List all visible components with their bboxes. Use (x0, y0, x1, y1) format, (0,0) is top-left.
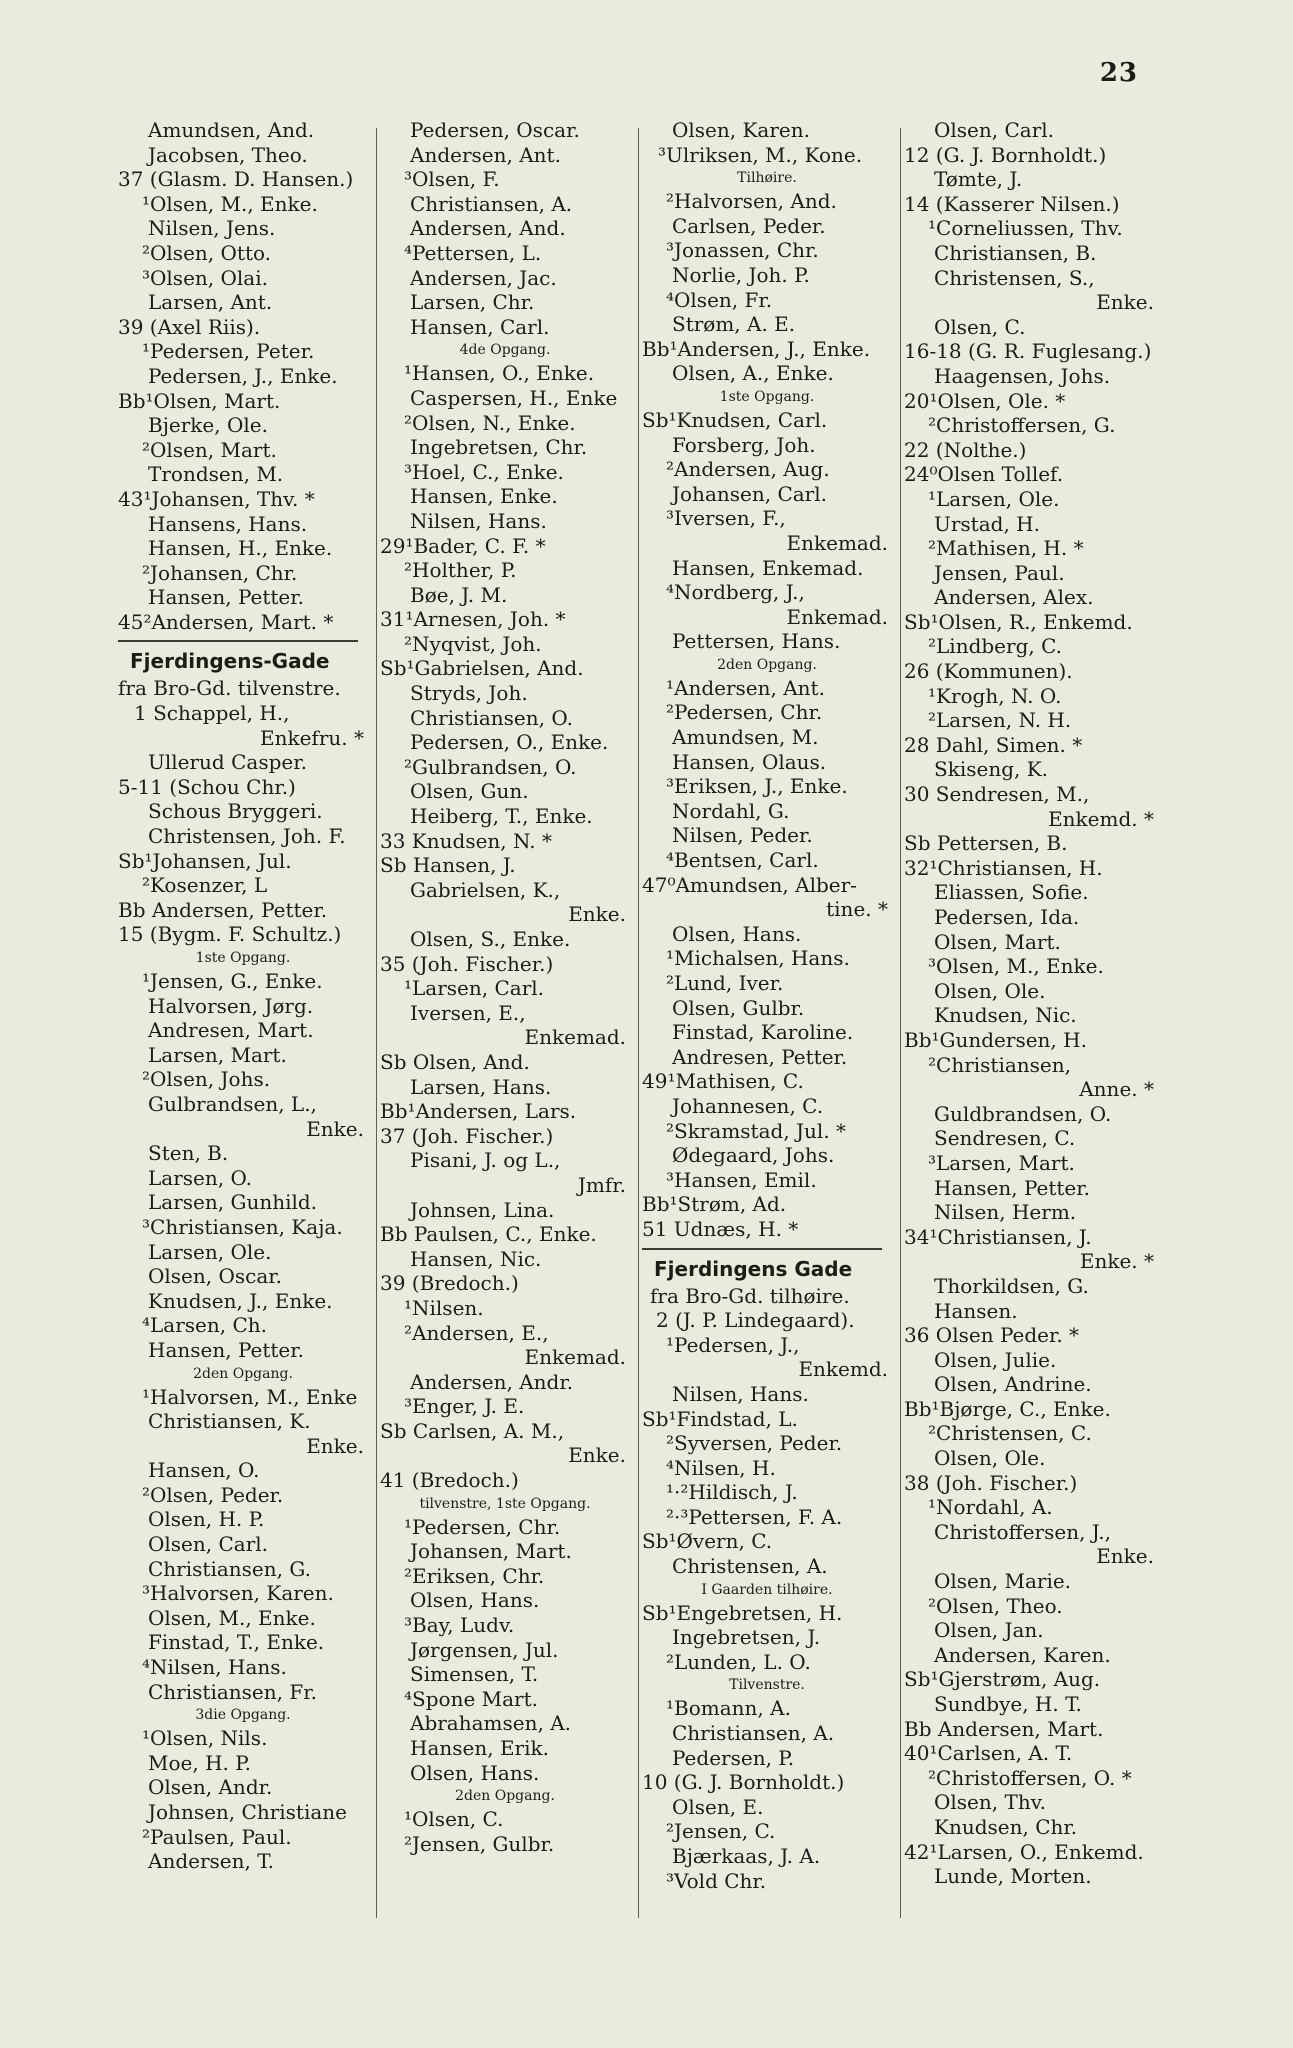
directory-columns (118, 118, 1158, 1938)
directory-entry: ²Halvorsen, And. (666, 189, 837, 214)
directory-entry: ²Pedersen, Chr. (666, 700, 823, 725)
directory-entry: Enkemad. (524, 1345, 626, 1370)
directory-entry: 37 (Joh. Fischer.) (380, 1123, 554, 1148)
directory-entry: Olsen, Carl. (934, 118, 1055, 142)
directory-entry: Enkemad. (524, 1025, 626, 1050)
directory-entry: Nilsen, Herm. (934, 1200, 1077, 1225)
directory-entry: ²Syversen, Peder. (666, 1431, 843, 1456)
directory-entry: ²Olsen, Theo. (928, 1593, 1063, 1618)
page-number: 23 (1099, 58, 1138, 88)
directory-entry: ³Vold Chr. (666, 1868, 767, 1893)
directory-entry: Carlsen, Peder. (672, 213, 826, 238)
directory-entry: ²Andersen, E., (404, 1320, 549, 1345)
directory-entry: ³Christiansen, Kaja. (142, 1214, 343, 1239)
directory-entry: Sb¹Olsen, R., Enkemd. (904, 609, 1133, 634)
directory-entry: Christiansen, B. (934, 240, 1097, 265)
directory-entry: Sundbye, H. T. (934, 1692, 1082, 1716)
directory-entry: Olsen, M., Enke. (148, 1605, 316, 1630)
directory-entry: Sendresen, C. (934, 1126, 1076, 1151)
directory-entry: Bb¹Bjørge, C., Enke. (904, 1396, 1111, 1421)
directory-entry: 10 (G. J. Bornholdt.) (642, 1770, 845, 1795)
directory-entry: Nilsen, Jens. (148, 216, 276, 241)
directory-entry: ¹Pedersen, J., (666, 1332, 800, 1357)
column-2 (380, 118, 630, 1938)
directory-entry: Lunde, Morten. (934, 1864, 1092, 1889)
directory-entry: Hansen, Carl. (410, 314, 550, 339)
directory-entry: ⁴Spone Mart. (404, 1686, 538, 1711)
directory-entry: Olsen, Gulbr. (672, 995, 805, 1020)
directory-entry: Ingebretsen, Chr. (410, 435, 588, 460)
directory-entry: Olsen, Hans. (410, 1588, 540, 1613)
directory-entry: Norlie, Joh. P. (672, 262, 810, 287)
directory-entry: Haagensen, Johs. (934, 363, 1111, 388)
directory-entry: 5-11 (Schou Chr.) (118, 774, 296, 799)
directory-entry: ²Larsen, N. H. (928, 708, 1072, 733)
directory-entry: 29¹Bader, C. F. * (380, 533, 546, 558)
directory-entry: ³Eriksen, J., Enke. (666, 774, 848, 799)
stair-subheading: I Gaarden tilhøire. (701, 1581, 833, 1598)
directory-entry: Bb Andersen, Petter. (118, 897, 328, 922)
directory-entry: ²Skramstad, Jul. * (666, 1118, 847, 1143)
directory-entry: Hansen, Erik. (410, 1736, 549, 1760)
directory-entry: Forsberg, Joh. (672, 432, 816, 457)
stair-subheading: 4de Opgang. (459, 342, 551, 359)
directory-entry: Olsen, Oscar. (148, 1264, 282, 1289)
directory-entry: Christiansen, O. (410, 705, 573, 730)
directory-entry: Hansens, Hans. (148, 511, 308, 536)
directory-entry: Bb¹Andersen, J., Enke. (642, 336, 871, 361)
directory-entry: Olsen, C. (934, 314, 1026, 339)
directory-entry: ⁴Nilsen, H. (666, 1455, 776, 1480)
directory-entry: 20¹Olsen, Ole. * (904, 388, 1066, 413)
directory-entry: Moe, H. P. (148, 1750, 251, 1775)
directory-entry: Andersen, T. (148, 1849, 274, 1874)
directory-entry: Enkemd. * (1048, 806, 1154, 831)
directory-entry: Christiansen, G. (148, 1556, 311, 1581)
directory-entry: ³Olsen, Olai. (142, 265, 268, 290)
directory-entry: Simensen, T. (410, 1662, 539, 1687)
directory-entry: ¹Nordahl, A. (928, 1495, 1053, 1520)
directory-entry: Enke. (568, 1443, 626, 1468)
directory-entry: Olsen, S., Enke. (410, 927, 571, 951)
directory-entry: ¹Pedersen, Peter. (142, 339, 315, 364)
directory-entry: Olsen, A., Enke. (672, 361, 834, 386)
directory-entry: Knudsen, Chr. (934, 1814, 1078, 1839)
directory-entry: Christiansen, K. (148, 1409, 311, 1434)
directory-entry: Finstad, Karoline. (672, 1020, 854, 1045)
directory-entry: 35 (Joh. Fischer.) (380, 951, 554, 976)
directory-entry: Ingebretsen, J. (672, 1625, 821, 1650)
stair-subheading: 3die Opgang. (195, 1707, 291, 1724)
directory-entry: ¹Michalsen, Hans. (666, 946, 850, 971)
directory-entry: Tømte, J. (934, 167, 1023, 192)
column-4 (904, 118, 1158, 1938)
directory-entry: Olsen, H. P. (148, 1507, 265, 1532)
directory-entry: Andersen, Ant. (410, 142, 561, 167)
directory-entry: ¹Olsen, M., Enke. (142, 191, 318, 216)
directory-entry: Bb¹Strøm, Ad. (642, 1192, 787, 1217)
directory-entry: Olsen, Julie. (934, 1347, 1057, 1372)
directory-entry: ²Christensen, C. (928, 1421, 1092, 1446)
directory-entry: Enkemd. (798, 1357, 888, 1382)
street-heading: Fjerdingens Gade (654, 1256, 853, 1281)
directory-entry: 43¹Johansen, Thv. * (118, 486, 315, 511)
directory-entry: Hansen, Petter. (148, 1337, 304, 1362)
directory-entry: Sten, B. (148, 1141, 229, 1166)
directory-entry: Hansen, Petter. (934, 1175, 1090, 1200)
directory-entry: ¹Olsen, Nils. (142, 1726, 268, 1751)
directory-entry: 16-18 (G. R. Fuglesang.) (904, 339, 1152, 364)
directory-entry: Bøe, J. M. (410, 582, 508, 607)
directory-entry: Andersen, Jac. (410, 265, 557, 290)
directory-entry: ²Jensen, C. (666, 1819, 776, 1844)
directory-entry: ¹Larsen, Carl. (404, 976, 545, 1001)
directory-entry: ³Hansen, Emil. (666, 1167, 817, 1192)
directory-entry: 30 Sendresen, M., (904, 782, 1090, 807)
directory-entry: ³Halvorsen, Karen. (142, 1581, 334, 1606)
directory-entry: ³Enger, J. E. (404, 1394, 525, 1419)
directory-entry: Olsen, Jan. (934, 1618, 1044, 1643)
directory-entry: Amundsen, M. (672, 725, 819, 750)
directory-entry: 42¹Larsen, O., Enkemd. (904, 1839, 1144, 1864)
directory-entry: Andersen, Andr. (410, 1369, 574, 1394)
directory-entry: 22 (Nolthe.) (904, 437, 1027, 462)
directory-entry: Halvorsen, Jørg. (148, 993, 314, 1018)
directory-entry: Heiberg, T., Enke. (410, 804, 593, 829)
directory-entry: Sb¹Gabrielsen, And. (380, 656, 584, 681)
directory-entry: Nilsen, Peder. (672, 823, 813, 848)
directory-entry: Bb¹Andersen, Lars. (380, 1099, 577, 1124)
directory-entry: Larsen, Chr. (410, 290, 535, 315)
directory-entry: 45²Andersen, Mart. * (118, 609, 334, 634)
directory-entry: Hansen, Olaus. (672, 749, 827, 774)
directory-entry: Bb Paulsen, C., Enke. (380, 1222, 597, 1247)
directory-entry: fra Bro-Gd. tilvenstre. (118, 676, 341, 701)
column-rule (638, 128, 639, 1918)
directory-entry: Sb¹Gjerstrøm, Aug. (904, 1667, 1101, 1692)
directory-entry: Pedersen, J., Enke. (148, 363, 338, 388)
directory-entry: Pisani, J. og L., (410, 1148, 561, 1173)
directory-entry: Andersen, Karen. (934, 1642, 1111, 1667)
directory-entry: Urstad, H. (934, 511, 1040, 536)
directory-entry: 28 Dahl, Simen. * (904, 732, 1083, 757)
directory-entry: Christiansen, A. (410, 191, 573, 216)
directory-entry: Trondsen, M. (148, 462, 284, 487)
directory-entry: ¹Bomann, A. (666, 1696, 791, 1721)
directory-entry: ²Holther, P. (404, 558, 517, 583)
directory-entry: Hansen, O. (148, 1458, 260, 1483)
directory-entry: ¹Hansen, O., Enke. (404, 361, 595, 386)
directory-entry: Andersen, Alex. (934, 585, 1094, 610)
directory-entry: Knudsen, J., Enke. (148, 1288, 333, 1313)
directory-entry: Olsen, Carl. (148, 1532, 269, 1557)
directory-entry: ²Christiansen, (928, 1052, 1071, 1077)
directory-entry: Pedersen, P. (672, 1745, 795, 1770)
directory-entry: ⁴Olsen, Fr. (666, 287, 773, 312)
directory-entry: Enkemad. (786, 530, 888, 555)
directory-entry: Larsen, Mart. (148, 1042, 287, 1067)
directory-entry: Olsen, Gun. (410, 779, 529, 804)
directory-entry: 39 (Axel Riis). (118, 314, 261, 339)
directory-entry: Enke. (306, 1433, 364, 1458)
directory-entry: tine. * (826, 897, 888, 922)
directory-entry: Andresen, Mart. (148, 1018, 314, 1043)
directory-entry: Sb Hansen, J. (380, 853, 516, 878)
directory-entry: ²Kosenzer, L (142, 873, 268, 898)
directory-entry: ¹·²Hildisch, J. (666, 1480, 798, 1505)
directory-entry: Johansen, Mart. (410, 1539, 572, 1564)
directory-entry: Knudsen, Nic. (934, 1003, 1077, 1028)
directory-entry: Olsen, Andrine. (934, 1372, 1092, 1397)
directory-entry: Strøm, A. E. (672, 312, 796, 337)
directory-entry: Andresen, Petter. (672, 1044, 848, 1069)
directory-entry: Jacobsen, Theo. (148, 142, 308, 167)
directory-entry: ²Olsen, N., Enke. (404, 410, 576, 435)
stair-subheading: 2den Opgang. (455, 1788, 555, 1805)
directory-entry: Nilsen, Hans. (410, 508, 547, 533)
directory-entry: Olsen, Hans. (672, 921, 802, 946)
directory-entry: Christensen, A. (672, 1554, 828, 1579)
directory-entry: 15 (Bygm. F. Schultz.) (118, 922, 342, 947)
directory-entry: Sb Olsen, And. (380, 1049, 530, 1074)
directory-entry: ²Jensen, Gulbr. (404, 1831, 555, 1856)
directory-entry: Enke. (1096, 1544, 1154, 1569)
directory-entry: Enkefru. * (260, 725, 364, 750)
directory-entry: Bb¹Olsen, Mart. (118, 388, 281, 413)
directory-entry: Christiansen, Fr. (148, 1679, 317, 1704)
directory-entry: 33 Knudsen, N. * (380, 828, 552, 853)
directory-entry: Gabrielsen, K., (410, 877, 561, 902)
directory-entry: 38 (Joh. Fischer.) (904, 1470, 1078, 1495)
directory-entry: Sb Pettersen, B. (904, 831, 1068, 856)
directory-entry: Enkemad. (786, 604, 888, 629)
directory-entry: ²Lindberg, C. (928, 634, 1063, 659)
directory-entry: Schous Bryggeri. (148, 799, 323, 824)
directory-entry: Olsen, Thv. (934, 1790, 1046, 1815)
directory-entry: 12 (G. J. Bornholdt.) (904, 142, 1107, 167)
directory-entry: 49¹Mathisen, C. (642, 1069, 804, 1094)
directory-entry: 51 Udnæs, H. * (642, 1216, 799, 1241)
directory-entry: Olsen, Marie. (934, 1569, 1072, 1594)
directory-entry: ²Nyqvist, Joh. (404, 631, 542, 656)
directory-entry: ²Gulbrandsen, O. (404, 754, 577, 779)
stair-subheading: 1ste Opgang. (719, 388, 815, 405)
directory-entry: Christensen, S., (934, 265, 1095, 290)
directory-entry: 34¹Christiansen, J. (904, 1224, 1092, 1249)
directory-entry: ³Olsen, M., Enke. (928, 954, 1104, 979)
directory-entry: Jensen, Paul. (934, 560, 1065, 585)
directory-entry: Hansen, Enke. (410, 484, 558, 509)
directory-entry: ³Jonassen, Chr. (666, 238, 819, 263)
directory-entry: Jørgensen, Jul. (410, 1637, 559, 1662)
directory-entry: ¹Nilsen. (404, 1295, 484, 1320)
directory-entry: Olsen, Ole. (934, 978, 1046, 1003)
directory-entry: 31¹Arnesen, Joh. * (380, 607, 566, 632)
stair-subheading: tilvenstre, 1ste Opgang. (419, 1495, 591, 1512)
directory-entry: Pettersen, Hans. (672, 629, 841, 654)
stair-subheading: 2den Opgang. (193, 1365, 293, 1382)
directory-entry: Johansen, Carl. (672, 481, 827, 506)
directory-entry: Jmfr. (577, 1172, 626, 1197)
directory-entry: Bb Andersen, Mart. (904, 1716, 1104, 1741)
directory-entry: Anne. * (1079, 1077, 1154, 1102)
directory-entry: ²Olsen, Johs. (142, 1067, 271, 1092)
directory-entry: Christoffersen, J., (934, 1519, 1111, 1544)
directory-entry: ⁴Bentsen, Carl. (666, 848, 819, 873)
directory-entry: Larsen, Ant. (148, 290, 273, 315)
directory-entry: ⁴Pettersen, L. (404, 240, 542, 265)
directory-entry: 1 Schappel, H., (134, 701, 290, 726)
directory-entry: Olsen, Andr. (148, 1775, 273, 1800)
directory-entry: Olsen, Ole. (934, 1446, 1046, 1471)
directory-entry: ¹Corneliussen, Thv. (928, 216, 1123, 241)
column-3 (642, 118, 892, 1938)
stair-subheading: Tilvenstre. (729, 1677, 805, 1694)
directory-entry: Hansen, H., Enke. (148, 536, 333, 561)
directory-entry: ²Lunden, L. O. (666, 1649, 811, 1674)
directory-entry: Enke. (1096, 290, 1154, 315)
directory-entry: Abrahamsen, A. (410, 1711, 571, 1736)
directory-entry: ¹Andersen, Ant. (666, 675, 825, 700)
directory-entry: Thorkildsen, G. (934, 1273, 1089, 1298)
directory-entry: ³Olsen, F. (404, 167, 500, 192)
directory-entry: 26 (Kommunen). (904, 659, 1073, 684)
directory-entry: ¹Larsen, Ole. (928, 486, 1060, 511)
stair-subheading: 1ste Opgang. (195, 950, 291, 966)
directory-entry: Caspersen, H., Enke (410, 385, 618, 410)
directory-entry: Larsen, Ole. (148, 1239, 272, 1264)
directory-entry: Enke. * (1079, 1249, 1154, 1274)
directory-entry: 40¹Carlsen, A. T. (904, 1741, 1073, 1766)
stair-subheading: Tilhøire. (737, 170, 797, 187)
directory-entry: Finstad, T., Enke. (148, 1630, 325, 1655)
directory-entry: ¹Jensen, G., Enke. (142, 969, 323, 993)
directory-entry: Sb Carlsen, A. M., (380, 1418, 565, 1443)
directory-entry: Christensen, Joh. F. (148, 824, 346, 849)
directory-entry: Sb¹Knudsen, Carl. (642, 407, 828, 432)
directory-entry: Bb¹Gundersen, H. (904, 1027, 1087, 1052)
directory-entry: ¹Pedersen, Chr. (404, 1514, 561, 1539)
directory-entry: Hansen, Nic. (410, 1246, 542, 1271)
directory-entry: 24⁰Olsen Tollef. (904, 462, 1064, 487)
directory-entry: Iversen, E., (410, 1000, 526, 1025)
directory-entry: Christiansen, A. (672, 1721, 835, 1746)
directory-entry: Larsen, Hans. (410, 1074, 552, 1099)
directory-entry: ²·³Pettersen, F. A. (666, 1504, 843, 1529)
section-divider (642, 1248, 882, 1250)
directory-entry: Pedersen, Oscar. (410, 118, 580, 142)
directory-entry: Nordahl, G. (672, 798, 790, 823)
directory-entry: Amundsen, And. (148, 118, 315, 142)
directory-entry: Guldbrandsen, O. (934, 1101, 1112, 1126)
directory-entry: ²Mathisen, H. * (928, 536, 1084, 561)
directory-entry: Olsen, Karen. (672, 118, 810, 142)
directory-entry: ²Lund, Iver. (666, 971, 784, 995)
directory-entry: Larsen, O. (148, 1165, 253, 1190)
section-divider (118, 640, 358, 642)
directory-entry: Larsen, Gunhild. (148, 1190, 318, 1215)
directory-entry: ²Olsen, Peder. (142, 1482, 284, 1507)
directory-entry: ¹Olsen, C. (404, 1807, 504, 1832)
directory-entry: Bjerke, Ole. (148, 413, 268, 438)
directory-entry: Sb¹Engebretsen, H. (642, 1600, 843, 1625)
directory-entry: Sb¹Øvern, C. (642, 1529, 773, 1554)
directory-entry: Andersen, And. (410, 216, 566, 241)
directory-entry: Stryds, Joh. (410, 681, 528, 706)
directory-entry: Hansen, Enkemad. (672, 555, 864, 580)
directory-entry: 41 (Bredoch.) (380, 1468, 519, 1493)
directory-entry: 39 (Bredoch.) (380, 1271, 519, 1296)
column-1 (118, 118, 368, 1938)
directory-entry: 32¹Christiansen, H. (904, 855, 1103, 880)
directory-entry: 37 (Glasm. D. Hansen.) (118, 167, 354, 192)
street-heading: Fjerdingens-Gade (130, 649, 330, 674)
directory-entry: ²Andersen, Aug. (666, 457, 830, 482)
directory-entry: Nilsen, Hans. (672, 1381, 809, 1406)
directory-entry: ²Christoffersen, G. (928, 413, 1116, 438)
directory-entry: ³Larsen, Mart. (928, 1150, 1075, 1175)
directory-entry: Ullerud Casper. (148, 750, 307, 775)
directory-entry: 47⁰Amundsen, Alber- (642, 872, 857, 897)
directory-entry: Bjærkaas, J. A. (672, 1844, 821, 1868)
directory-entry: ⁴Nilsen, Hans. (142, 1655, 287, 1680)
directory-entry: Hansen. (934, 1298, 1018, 1323)
directory-entry: Johnsen, Lina. (410, 1197, 555, 1222)
stair-subheading: 2den Opgang. (717, 656, 817, 673)
directory-entry: fra Bro-Gd. tilhøire. (650, 1283, 850, 1308)
directory-entry: ²Olsen, Mart. (142, 437, 277, 462)
directory-entry: Enke. (568, 902, 626, 927)
column-rule (900, 128, 901, 1918)
directory-entry: Johnsen, Christiane (148, 1800, 347, 1824)
directory-entry: ²Paulsen, Paul. (142, 1824, 292, 1849)
directory-entry: Gulbrandsen, L., (148, 1091, 317, 1116)
directory-entry: Ødegaard, Johs. (672, 1143, 835, 1168)
directory-entry: Olsen, Mart. (934, 929, 1061, 954)
directory-entry: Olsen, E. (672, 1794, 764, 1819)
directory-entry: ¹Krogh, N. O. (928, 683, 1062, 708)
directory-entry: Johannesen, C. (672, 1093, 824, 1118)
directory-entry: ²Olsen, Otto. (142, 240, 272, 265)
directory-entry: Skiseng, K. (934, 757, 1049, 782)
directory-entry: ¹Halvorsen, M., Enke (142, 1384, 358, 1409)
directory-entry: Pedersen, Ida. (934, 905, 1080, 929)
directory-entry: Olsen, Hans. (410, 1760, 540, 1785)
directory-entry: ⁴Larsen, Ch. (142, 1313, 268, 1338)
directory-entry: ³Bay, Ludv. (404, 1613, 515, 1638)
directory-entry: Eliassen, Sofie. (934, 880, 1089, 905)
directory-entry: 36 Olsen Peder. * (904, 1323, 1080, 1348)
directory-entry: Pedersen, O., Enke. (410, 730, 609, 755)
directory-entry: Enke. (306, 1116, 364, 1141)
directory-entry: ²Johansen, Chr. (142, 560, 298, 585)
directory-entry: Sb¹Johansen, Jul. (118, 848, 292, 873)
directory-entry: ³Iversen, F., (666, 506, 786, 531)
directory-entry: Sb¹Findstad, L. (642, 1406, 798, 1431)
directory-entry: ²Christoffersen, O. * (928, 1765, 1132, 1790)
directory-entry: ²Eriksen, Chr. (404, 1563, 545, 1588)
directory-entry: ⁴Nordberg, J., (666, 580, 805, 605)
directory-entry: 14 (Kasserer Nilsen.) (904, 191, 1120, 216)
column-rule (376, 128, 377, 1918)
directory-entry: Hansen, Petter. (148, 585, 304, 610)
directory-entry: ³Ulriksen, M., Kone. (658, 142, 863, 167)
directory-entry: ³Hoel, C., Enke. (404, 459, 564, 484)
directory-entry: 2 (J. P. Lindegaard). (656, 1308, 855, 1333)
